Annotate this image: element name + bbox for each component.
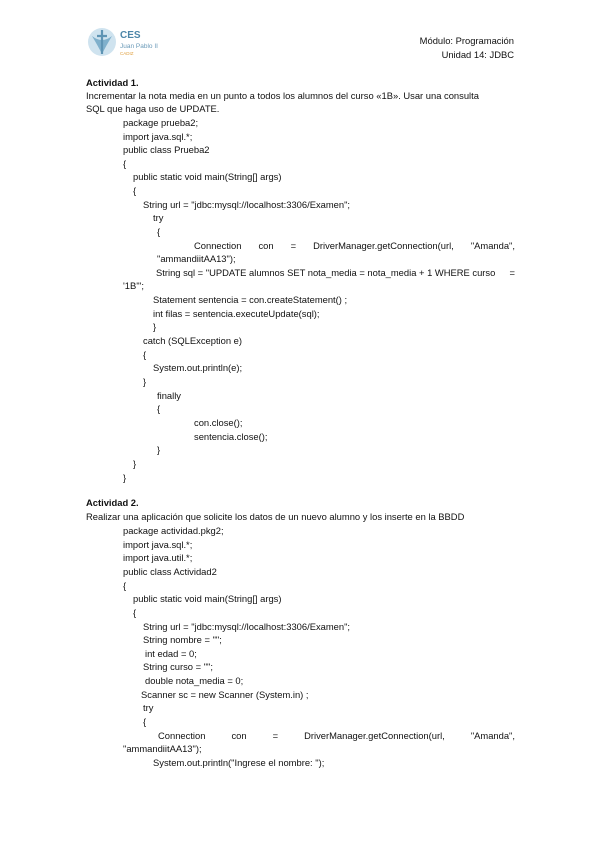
code-token: DriverManager.getConnection(url, (304, 730, 445, 741)
code-token: Connection (158, 730, 206, 741)
code-line: "ammandiitAA13"); (123, 743, 202, 754)
code-line: } (153, 321, 157, 332)
code-line: { (143, 349, 147, 360)
code-token: DriverManager.getConnection(url, (313, 240, 454, 251)
code-token: = (290, 240, 297, 251)
code-line-justified (158, 730, 515, 742)
code-line: finally (157, 390, 181, 401)
activity2-title: Actividad 2. (86, 497, 139, 508)
code-line-justified (156, 267, 515, 279)
activity2-description: Realizar una aplicación que solicite los datos de un nuevo alumno y los inserte en la BBDD (86, 511, 465, 522)
code-token: con (258, 240, 274, 251)
code-token: "Amanda", (470, 730, 515, 741)
code-line: con.close(); (194, 417, 243, 428)
code-line: import java.sql.*; (123, 539, 193, 550)
code-line: String url = "jdbc:mysql://localhost:3306/Examen"; (143, 621, 351, 632)
code-line: public class Prueba2 (123, 144, 210, 155)
activity1-title: Actividad 1. (86, 77, 139, 88)
code-line: package prueba2; (123, 117, 199, 128)
ces-logo (86, 24, 186, 60)
code-line: } (157, 444, 161, 455)
code-line: { (143, 716, 147, 727)
code-line: } (133, 458, 137, 469)
activity1-description-2: SQL que haga uso de UPDATE. (86, 103, 220, 114)
code-line: int filas = sentencia.executeUpdate(sql); (153, 308, 320, 319)
header-unit: Unidad 14: JDBC (441, 49, 514, 60)
logo-subtitle: Juan Pablo II (120, 43, 158, 50)
code-token: String sql = "UPDATE alumnos SET nota_media = nota_media + 1 WHERE curso (156, 267, 496, 278)
code-token: Connection (194, 240, 242, 251)
code-line: System.out.println("Ingrese el nombre: "); (153, 757, 325, 768)
code-line: String curso = ""; (143, 661, 213, 672)
code-line: sentencia.close(); (194, 431, 268, 442)
code-line: catch (SQLException e) (143, 335, 243, 346)
code-line: package actividad.pkg2; (123, 525, 224, 536)
logo-text: CES (120, 30, 141, 41)
code-line: int edad = 0; (145, 648, 197, 659)
code-token: "Amanda", (470, 240, 515, 251)
activity1-description: Incrementar la nota media en un punto a todos los alumnos del curso «1B». Usar una consulta (86, 90, 479, 101)
code-line: } (143, 376, 147, 387)
code-line: String url = "jdbc:mysql://localhost:3306/Examen"; (143, 199, 351, 210)
code-line: { (123, 580, 127, 591)
code-line: String nombre = ""; (143, 634, 222, 645)
code-line: public static void main(String[] args) (133, 171, 282, 182)
code-line: { (157, 403, 161, 414)
code-line: import java.util.*; (123, 552, 193, 563)
code-line: try (153, 212, 164, 223)
code-token: = (509, 267, 515, 278)
code-line: Scanner sc = new Scanner (System.in) ; (141, 689, 309, 700)
code-line: public class Actividad2 (123, 566, 217, 577)
code-line: System.out.println(e); (153, 362, 243, 373)
code-line: { (157, 226, 161, 237)
code-line: try (143, 702, 154, 713)
code-line: } (123, 472, 127, 483)
logo-subtitle-2: CADIZ (120, 51, 134, 56)
code-line: '1B'"; (123, 280, 144, 291)
code-line: import java.sql.*; (123, 131, 193, 142)
code-token: con (231, 730, 247, 741)
code-line: "ammandiitAA13"); (157, 253, 236, 264)
code-token: = (272, 730, 279, 741)
code-line-justified (194, 240, 515, 252)
code-line: { (133, 185, 137, 196)
code-line: { (133, 607, 137, 618)
code-line: Statement sentencia = con.createStatement() ; (153, 294, 348, 305)
code-line: { (123, 158, 127, 169)
code-line: public static void main(String[] args) (133, 593, 282, 604)
code-line: double nota_media = 0; (145, 675, 244, 686)
header-module: Módulo: Programación (419, 35, 514, 46)
